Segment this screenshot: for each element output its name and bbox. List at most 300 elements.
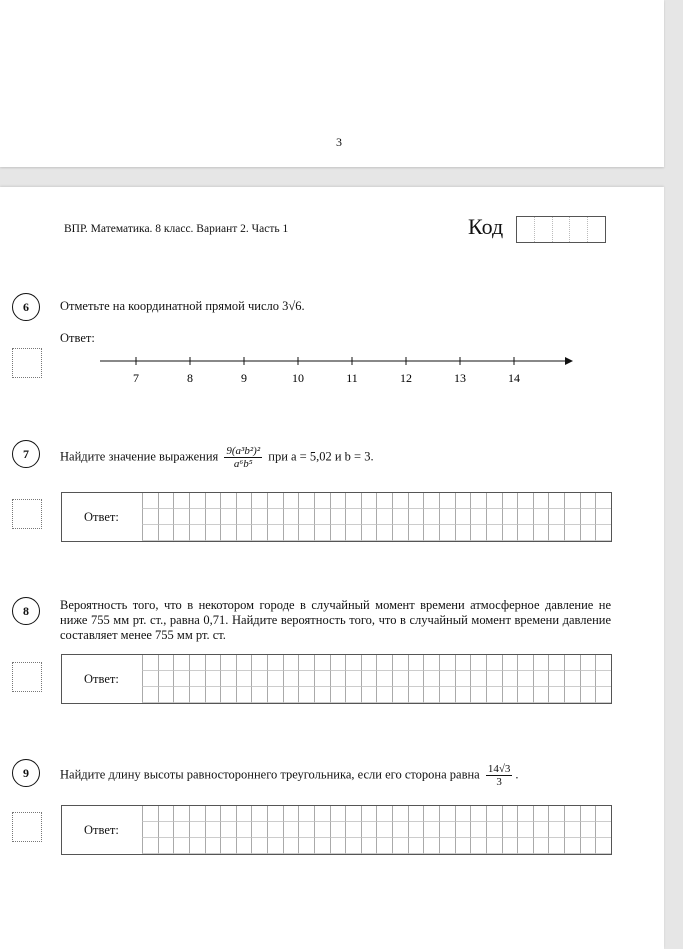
answer-cell[interactable] (298, 838, 314, 854)
answer-cell[interactable] (220, 509, 236, 525)
score-box-8[interactable] (12, 662, 42, 692)
answer-cell[interactable] (267, 655, 283, 671)
answer-cell[interactable] (189, 525, 205, 541)
answer-cell[interactable] (580, 525, 596, 541)
answer-cell[interactable] (314, 525, 330, 541)
code-input-box[interactable] (516, 216, 606, 243)
answer-cell[interactable] (330, 822, 346, 838)
answer-cell[interactable] (502, 806, 518, 822)
answer-cell[interactable] (392, 806, 408, 822)
answer-cell[interactable] (314, 671, 330, 687)
answer-cell[interactable] (408, 806, 424, 822)
answer-cell[interactable] (455, 655, 471, 671)
answer-cell[interactable] (470, 671, 486, 687)
answer-cell[interactable] (439, 509, 455, 525)
answer-cell[interactable] (470, 838, 486, 854)
answer-cell[interactable] (376, 838, 392, 854)
answer-field-7[interactable] (61, 492, 612, 542)
answer-cell[interactable] (267, 671, 283, 687)
answer-cell[interactable] (548, 493, 564, 509)
answer-cell[interactable] (439, 671, 455, 687)
answer-cell[interactable] (455, 525, 471, 541)
answer-field-9[interactable] (61, 805, 612, 855)
answer-cell[interactable] (517, 525, 533, 541)
answer-cell[interactable] (267, 822, 283, 838)
answer-cell[interactable] (408, 687, 424, 703)
answer-cell[interactable] (173, 493, 189, 509)
answer-cell[interactable] (173, 655, 189, 671)
answer-cell[interactable] (455, 838, 471, 854)
answer-cell[interactable] (486, 671, 502, 687)
answer-cell[interactable] (220, 671, 236, 687)
code-label: Код (468, 214, 504, 239)
question-7-text: Найдите значение выражения $\frac{\text{9(a³b²)²}}{\text{a⁶b⁵}}$ при a = 5,02 и b = 3. (60, 445, 374, 470)
answer-cell[interactable] (392, 493, 408, 509)
answer-cell[interactable] (564, 525, 580, 541)
number-line-tick-label: 10 (292, 371, 304, 385)
answer-cell[interactable] (595, 838, 611, 854)
answer-cell[interactable] (439, 822, 455, 838)
answer-cell[interactable] (283, 493, 299, 509)
answer-cell[interactable] (189, 671, 205, 687)
answer-cell[interactable] (376, 655, 392, 671)
question-6-number: 3√6. (282, 299, 305, 313)
answer-cell[interactable] (392, 525, 408, 541)
answer-cell[interactable] (361, 493, 377, 509)
answer-cell[interactable] (330, 493, 346, 509)
answer-cell[interactable] (173, 687, 189, 703)
answer-cell[interactable] (220, 806, 236, 822)
answer-cell[interactable] (455, 509, 471, 525)
answer-cell[interactable] (486, 806, 502, 822)
answer-cell[interactable] (251, 822, 267, 838)
answer-cell[interactable] (314, 806, 330, 822)
worksheet-page (0, 187, 664, 949)
answer-cell[interactable] (564, 509, 580, 525)
answer-cells-8 (142, 655, 611, 703)
answer-cell[interactable] (236, 806, 252, 822)
score-box-6[interactable] (12, 348, 42, 378)
answer-cell[interactable] (173, 671, 189, 687)
question-number-9: 9 (12, 759, 40, 787)
answer-cell[interactable] (330, 509, 346, 525)
answer-cell[interactable] (361, 806, 377, 822)
answer-cell[interactable] (236, 509, 252, 525)
answer-cell[interactable] (408, 822, 424, 838)
answer-cell[interactable] (564, 822, 580, 838)
answer-cell[interactable] (392, 655, 408, 671)
answer-cell[interactable] (595, 509, 611, 525)
answer-cell[interactable] (517, 822, 533, 838)
answer-cell[interactable] (298, 806, 314, 822)
answer-cell[interactable] (361, 822, 377, 838)
answer-cell[interactable] (158, 655, 174, 671)
number-line-tick-label: 7 (133, 371, 139, 385)
answer-cell[interactable] (142, 806, 158, 822)
answer-cell[interactable] (376, 687, 392, 703)
answer-cell[interactable] (267, 838, 283, 854)
answer-cell[interactable] (517, 838, 533, 854)
answer-cell[interactable] (361, 525, 377, 541)
answer-cell[interactable] (345, 671, 361, 687)
answer-cell[interactable] (580, 509, 596, 525)
score-box-9[interactable] (12, 812, 42, 842)
answer-cell[interactable] (392, 509, 408, 525)
answer-cell[interactable] (251, 806, 267, 822)
answer-cell[interactable] (564, 687, 580, 703)
answer-cell[interactable] (361, 671, 377, 687)
answer-cell[interactable] (314, 838, 330, 854)
answer-cell[interactable] (158, 687, 174, 703)
question-number-7: 7 (12, 440, 40, 468)
answer-cell[interactable] (533, 509, 549, 525)
answer-cell[interactable] (533, 687, 549, 703)
answer-cell[interactable] (345, 822, 361, 838)
answer-cell[interactable] (595, 822, 611, 838)
answer-cell[interactable] (595, 671, 611, 687)
answer-cell[interactable] (502, 509, 518, 525)
answer-cell[interactable] (392, 838, 408, 854)
answer-cell[interactable] (158, 509, 174, 525)
answer-cell[interactable] (423, 806, 439, 822)
answer-cell[interactable] (205, 838, 221, 854)
answer-cell[interactable] (564, 671, 580, 687)
answer-cell[interactable] (564, 806, 580, 822)
answer-cell[interactable] (548, 806, 564, 822)
answer-cell[interactable] (220, 822, 236, 838)
answer-cell[interactable] (189, 687, 205, 703)
answer-cell[interactable] (158, 822, 174, 838)
answer-cell[interactable] (470, 509, 486, 525)
answer-cell[interactable] (361, 655, 377, 671)
answer-cell[interactable] (408, 838, 424, 854)
question-9-text: Найдите длину высоты равностороннего треугольника, если его сторона равна $\frac{14√3}{3}$ . (60, 763, 519, 788)
answer-cell[interactable] (314, 822, 330, 838)
answer-cell[interactable] (205, 822, 221, 838)
answer-cell[interactable] (595, 806, 611, 822)
question-6-answer-label: Ответ: (60, 331, 95, 345)
answer-cell[interactable] (189, 509, 205, 525)
answer-cell[interactable] (345, 806, 361, 822)
number-line-tick-label: 8 (187, 371, 193, 385)
answer-cell[interactable] (517, 655, 533, 671)
answer-cell[interactable] (502, 493, 518, 509)
answer-cell[interactable] (392, 822, 408, 838)
answer-cell[interactable] (533, 493, 549, 509)
answer-cell[interactable] (283, 509, 299, 525)
answer-cell[interactable] (580, 822, 596, 838)
answer-cell[interactable] (595, 493, 611, 509)
answer-cell[interactable] (423, 525, 439, 541)
answer-cell[interactable] (486, 655, 502, 671)
answer-cell[interactable] (580, 687, 596, 703)
answer-cell[interactable] (158, 838, 174, 854)
answer-cell[interactable] (220, 493, 236, 509)
answer-cell[interactable] (142, 525, 158, 541)
answer-cell[interactable] (283, 838, 299, 854)
answer-cell[interactable] (142, 838, 158, 854)
answer-cell[interactable] (220, 525, 236, 541)
answer-cell[interactable] (423, 838, 439, 854)
answer-cell[interactable] (423, 509, 439, 525)
answer-cell[interactable] (455, 671, 471, 687)
answer-cell[interactable] (533, 838, 549, 854)
answer-cell[interactable] (548, 525, 564, 541)
answer-cell[interactable] (205, 806, 221, 822)
answer-cell[interactable] (345, 687, 361, 703)
answer-cell[interactable] (423, 493, 439, 509)
answer-cell[interactable] (205, 525, 221, 541)
answer-cell[interactable] (236, 822, 252, 838)
answer-cell[interactable] (423, 687, 439, 703)
answer-cell[interactable] (267, 509, 283, 525)
answer-cell[interactable] (486, 687, 502, 703)
answer-cell[interactable] (580, 838, 596, 854)
answer-cell[interactable] (548, 671, 564, 687)
answer-cell[interactable] (533, 671, 549, 687)
answer-cell[interactable] (502, 525, 518, 541)
question-8-text: Вероятность того, что в некотором городе в случайный момент времени атмосферное давление не ниже 755 мм рт. ст., равна 0,71. Найдите вероятность того, что в случайный момент времени давление составляет менее 755 мм рт. ст. (60, 598, 611, 642)
answer-cell[interactable] (376, 525, 392, 541)
answer-cell[interactable] (470, 822, 486, 838)
answer-cell[interactable] (502, 671, 518, 687)
score-box-7[interactable] (12, 499, 42, 529)
answer-cell[interactable] (361, 509, 377, 525)
answer-cell[interactable] (189, 493, 205, 509)
answer-cell[interactable] (173, 525, 189, 541)
answer-cell[interactable] (455, 806, 471, 822)
answer-cell[interactable] (298, 687, 314, 703)
answer-cell[interactable] (470, 493, 486, 509)
answer-cell[interactable] (298, 671, 314, 687)
answer-cell[interactable] (548, 838, 564, 854)
answer-cell[interactable] (158, 806, 174, 822)
answer-cell[interactable] (345, 838, 361, 854)
answer-cell[interactable] (408, 525, 424, 541)
answer-cell[interactable] (455, 687, 471, 703)
answer-cell[interactable] (486, 822, 502, 838)
answer-cell[interactable] (158, 525, 174, 541)
answer-cell[interactable] (470, 687, 486, 703)
answer-cell[interactable] (408, 671, 424, 687)
answer-cell[interactable] (439, 493, 455, 509)
answer-cell[interactable] (486, 525, 502, 541)
answer-cell[interactable] (220, 838, 236, 854)
number-line-tick-label: 13 (454, 371, 466, 385)
answer-cell[interactable] (142, 687, 158, 703)
answer-cell[interactable] (251, 509, 267, 525)
answer-cell[interactable] (580, 655, 596, 671)
answer-cell[interactable] (455, 822, 471, 838)
answer-cell[interactable] (580, 806, 596, 822)
answer-cell[interactable] (486, 493, 502, 509)
answer-cell[interactable] (345, 509, 361, 525)
answer-cell[interactable] (533, 806, 549, 822)
answer-cell[interactable] (236, 671, 252, 687)
answer-cell[interactable] (314, 687, 330, 703)
answer-cell[interactable] (423, 671, 439, 687)
answer-cell[interactable] (533, 655, 549, 671)
question-6-text: Отметьте на координатной прямой число 3√6. (60, 299, 305, 313)
answer-cell[interactable] (345, 655, 361, 671)
answer-cell[interactable] (517, 509, 533, 525)
answer-cell[interactable] (189, 838, 205, 854)
answer-cell[interactable] (502, 687, 518, 703)
question-number-6: 6 (12, 293, 40, 321)
answer-cell[interactable] (173, 838, 189, 854)
answer-cell[interactable] (314, 493, 330, 509)
answer-cell[interactable] (423, 822, 439, 838)
answer-cell[interactable] (330, 671, 346, 687)
answer-cell[interactable] (267, 525, 283, 541)
answer-cell[interactable] (251, 671, 267, 687)
answer-cell[interactable] (142, 509, 158, 525)
answer-cell[interactable] (158, 671, 174, 687)
answer-cell[interactable] (470, 525, 486, 541)
answer-cell[interactable] (470, 655, 486, 671)
answer-cell[interactable] (502, 838, 518, 854)
number-line[interactable] (95, 351, 575, 387)
answer-cell[interactable] (189, 655, 205, 671)
answer-cell[interactable] (298, 655, 314, 671)
answer-cell[interactable] (283, 655, 299, 671)
answer-cell[interactable] (376, 806, 392, 822)
answer-cell[interactable] (330, 806, 346, 822)
answer-cell[interactable] (486, 509, 502, 525)
answer-cell[interactable] (486, 838, 502, 854)
answer-cell[interactable] (439, 806, 455, 822)
answer-cell[interactable] (142, 655, 158, 671)
answer-cell[interactable] (376, 671, 392, 687)
answer-cell[interactable] (173, 822, 189, 838)
answer-cell[interactable] (298, 822, 314, 838)
answer-cell[interactable] (251, 525, 267, 541)
answer-cell[interactable] (267, 687, 283, 703)
answer-cell[interactable] (314, 655, 330, 671)
answer-cell[interactable] (189, 822, 205, 838)
answer-cell[interactable] (517, 493, 533, 509)
answer-cell[interactable] (220, 655, 236, 671)
answer-cell[interactable] (580, 671, 596, 687)
answer-cell[interactable] (205, 687, 221, 703)
answer-cell[interactable] (439, 525, 455, 541)
answer-cell[interactable] (423, 655, 439, 671)
answer-cell[interactable] (205, 509, 221, 525)
answer-cell[interactable] (142, 822, 158, 838)
answer-cell[interactable] (595, 687, 611, 703)
answer-label-7: Ответ: (84, 510, 119, 524)
answer-cell[interactable] (361, 687, 377, 703)
answer-cell[interactable] (408, 493, 424, 509)
answer-cell[interactable] (595, 525, 611, 541)
answer-cell[interactable] (595, 655, 611, 671)
answer-cell[interactable] (517, 806, 533, 822)
answer-cell[interactable] (330, 655, 346, 671)
answer-label-8: Ответ: (84, 672, 119, 686)
answer-cell[interactable] (517, 671, 533, 687)
answer-cell[interactable] (439, 687, 455, 703)
answer-cell[interactable] (376, 493, 392, 509)
answer-cell[interactable] (330, 525, 346, 541)
answer-cell[interactable] (189, 806, 205, 822)
answer-cell[interactable] (470, 806, 486, 822)
answer-cell[interactable] (205, 671, 221, 687)
answer-cell[interactable] (173, 806, 189, 822)
answer-cell[interactable] (236, 493, 252, 509)
answer-cell[interactable] (236, 838, 252, 854)
answer-cell[interactable] (345, 525, 361, 541)
answer-cells-7 (142, 493, 611, 541)
answer-cell[interactable] (236, 525, 252, 541)
answer-cell[interactable] (330, 838, 346, 854)
answer-cell[interactable] (283, 822, 299, 838)
answer-cells-9 (142, 806, 611, 854)
answer-cell[interactable] (502, 822, 518, 838)
answer-cell[interactable] (408, 655, 424, 671)
answer-cell[interactable] (502, 655, 518, 671)
answer-cell[interactable] (408, 509, 424, 525)
answer-cell[interactable] (376, 509, 392, 525)
answer-cell[interactable] (158, 493, 174, 509)
answer-cell[interactable] (548, 822, 564, 838)
answer-cell[interactable] (533, 822, 549, 838)
answer-cell[interactable] (251, 493, 267, 509)
answer-cell[interactable] (205, 655, 221, 671)
answer-field-8[interactable] (61, 654, 612, 704)
answer-cell[interactable] (548, 687, 564, 703)
answer-cell[interactable] (376, 822, 392, 838)
answer-cell[interactable] (564, 655, 580, 671)
answer-cell[interactable] (251, 838, 267, 854)
answer-cell[interactable] (251, 655, 267, 671)
answer-cell[interactable] (455, 493, 471, 509)
answer-cell[interactable] (251, 687, 267, 703)
answer-cell[interactable] (439, 838, 455, 854)
answer-cell[interactable] (236, 687, 252, 703)
answer-cell[interactable] (142, 493, 158, 509)
answer-cell[interactable] (439, 655, 455, 671)
answer-cell[interactable] (548, 655, 564, 671)
answer-cell[interactable] (283, 687, 299, 703)
answer-cell[interactable] (298, 525, 314, 541)
answer-cell[interactable] (142, 671, 158, 687)
answer-cell[interactable] (283, 525, 299, 541)
answer-cell[interactable] (361, 838, 377, 854)
answer-cell[interactable] (267, 493, 283, 509)
answer-cell[interactable] (220, 687, 236, 703)
answer-cell[interactable] (298, 509, 314, 525)
answer-cell[interactable] (564, 493, 580, 509)
answer-cell[interactable] (314, 509, 330, 525)
answer-cell[interactable] (298, 493, 314, 509)
answer-cell[interactable] (173, 509, 189, 525)
answer-cell[interactable] (392, 687, 408, 703)
answer-cell[interactable] (283, 806, 299, 822)
answer-cell[interactable] (392, 671, 408, 687)
answer-cell[interactable] (517, 687, 533, 703)
answer-cell[interactable] (236, 655, 252, 671)
answer-cell[interactable] (267, 806, 283, 822)
answer-cell[interactable] (345, 493, 361, 509)
answer-cell[interactable] (283, 671, 299, 687)
answer-cell[interactable] (564, 838, 580, 854)
answer-cell[interactable] (580, 493, 596, 509)
answer-cell[interactable] (205, 493, 221, 509)
answer-cell[interactable] (330, 687, 346, 703)
answer-cell[interactable] (548, 509, 564, 525)
page-header: ВПР. Математика. 8 класс. Вариант 2. Часть 1 (64, 223, 289, 235)
answer-cell[interactable] (533, 525, 549, 541)
